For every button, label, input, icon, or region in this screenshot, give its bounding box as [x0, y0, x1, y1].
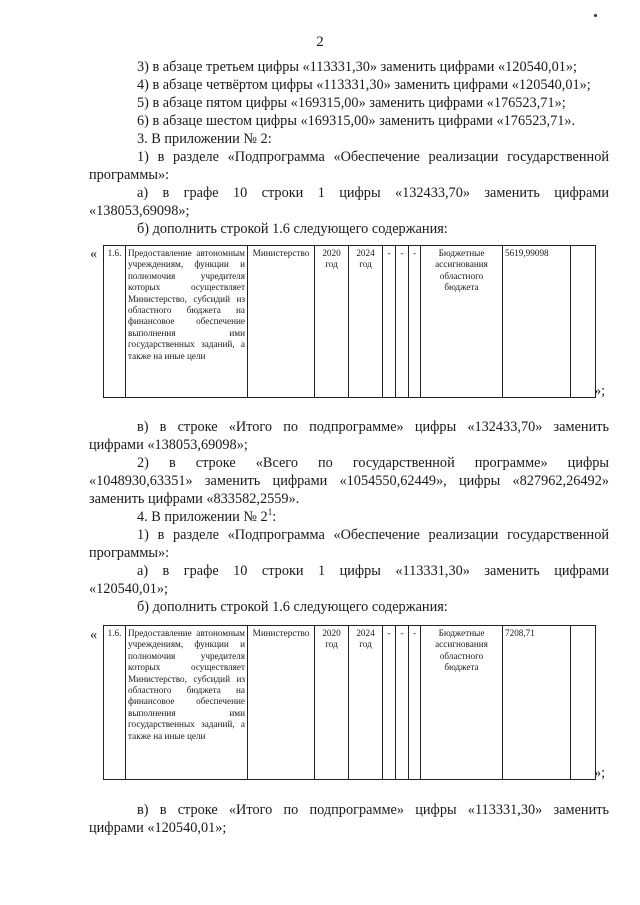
row-funding-source: Бюджетные ассигнования областного бюджета: [421, 626, 503, 780]
text-line: 1) в разделе «Подпрограмма «Обеспечение реализации государственной: [137, 527, 609, 543]
row-dash: -: [409, 246, 421, 398]
text-line: а) в графе 10 строки 1 цифры «132433,70» заменить цифрами: [137, 185, 609, 201]
text-line: 2) в строке «Всего по государственной программе» цифры: [137, 455, 609, 471]
text-line: б) дополнить строкой 1.6 следующего содержания:: [137, 599, 448, 615]
table-row-1-6: [103, 625, 596, 780]
row-number: 1.6.: [104, 246, 126, 398]
row-dash: -: [396, 626, 409, 780]
row-number: 1.6.: [104, 626, 126, 780]
row-start-year: 2020 год: [315, 246, 349, 398]
row-funding-source: Бюджетные ассигнования областного бюджета: [421, 246, 503, 398]
page-number: 2: [316, 34, 324, 50]
row-empty-cell: [571, 246, 596, 398]
row-dash: -: [383, 626, 396, 780]
quote-open: «: [90, 627, 98, 643]
scan-speck: [594, 14, 597, 17]
text-line: программы»:: [89, 167, 170, 183]
section-heading: 3. В приложении № 2:: [137, 131, 272, 147]
text-line: б) дополнить строкой 1.6 следующего содержания:: [137, 221, 448, 237]
table-row-1-6: [103, 245, 596, 398]
row-amount: 7208,71: [503, 626, 571, 780]
row-amount: 5619,99098: [503, 246, 571, 398]
text-line: 3) в абзаце третьем цифры «113331,30» заменить цифрами «120540,01»;: [137, 59, 578, 75]
row-executor: Министерство: [248, 626, 315, 780]
row-dash: -: [409, 626, 421, 780]
row-empty-cell: [571, 626, 596, 780]
row-dash: -: [396, 246, 409, 398]
text-line: цифрами «138053,69098»;: [89, 437, 248, 453]
row-end-year: 2024 год: [349, 626, 383, 780]
row-start-year: 2020 год: [315, 626, 349, 780]
text-line: 4) в абзаце четвёртом цифры «113331,30» заменить цифрами «120540,01»;: [137, 77, 591, 93]
row-description: Предоставление автономным учреждениям, функции и полномочия учредителя которых осуществляет Министерство, субсидий из областного бюджета на финансовое обеспечение выполнения ими государственных заданий, а также на иные цели: [126, 626, 248, 780]
text-line: «138053,69098»;: [89, 203, 190, 219]
text-line: а) в графе 10 строки 1 цифры «113331,30» заменить цифрами: [137, 563, 609, 579]
quote-close: »;: [594, 383, 606, 399]
text-line: 1) в разделе «Подпрограмма «Обеспечение реализации государственной: [137, 149, 609, 165]
superscript: 1: [267, 507, 273, 518]
row-executor: Министерство: [248, 246, 315, 398]
text-line: «120540,01»;: [89, 581, 169, 597]
section-heading: 4. В приложении № $2^1$:: [137, 507, 277, 525]
text-line: в) в строке «Итого по подпрограмме» цифры «113331,30» заменить: [137, 802, 609, 818]
row-end-year: 2024 год: [349, 246, 383, 398]
row-description: Предоставление автономным учреждениям, функции и полномочия учредителя которых осуществляет Министерство, субсидий из областного бюджета на финансовое обеспечение выполнения ими государственных заданий, а также на иные цели: [126, 246, 248, 398]
quote-open: «: [90, 246, 98, 262]
row-dash: -: [383, 246, 396, 398]
text-line: программы»:: [89, 545, 170, 561]
text-line: заменить цифрами «833582,2559».: [89, 491, 300, 507]
text-line: 6) в абзаце шестом цифры «169315,00» заменить цифрами «176523,71».: [137, 113, 576, 129]
text-line: цифрами «120540,01»;: [89, 820, 227, 836]
quote-close: »;: [594, 765, 606, 781]
text-line: 5) в абзаце пятом цифры «169315,00» заменить цифрами «176523,71»;: [137, 95, 566, 111]
text-line: «1048930,63351» заменить цифрами «1054550,62449», цифры «827962,26492»: [89, 473, 609, 489]
text-line: в) в строке «Итого по подпрограмме» цифры «132433,70» заменить: [137, 419, 609, 435]
